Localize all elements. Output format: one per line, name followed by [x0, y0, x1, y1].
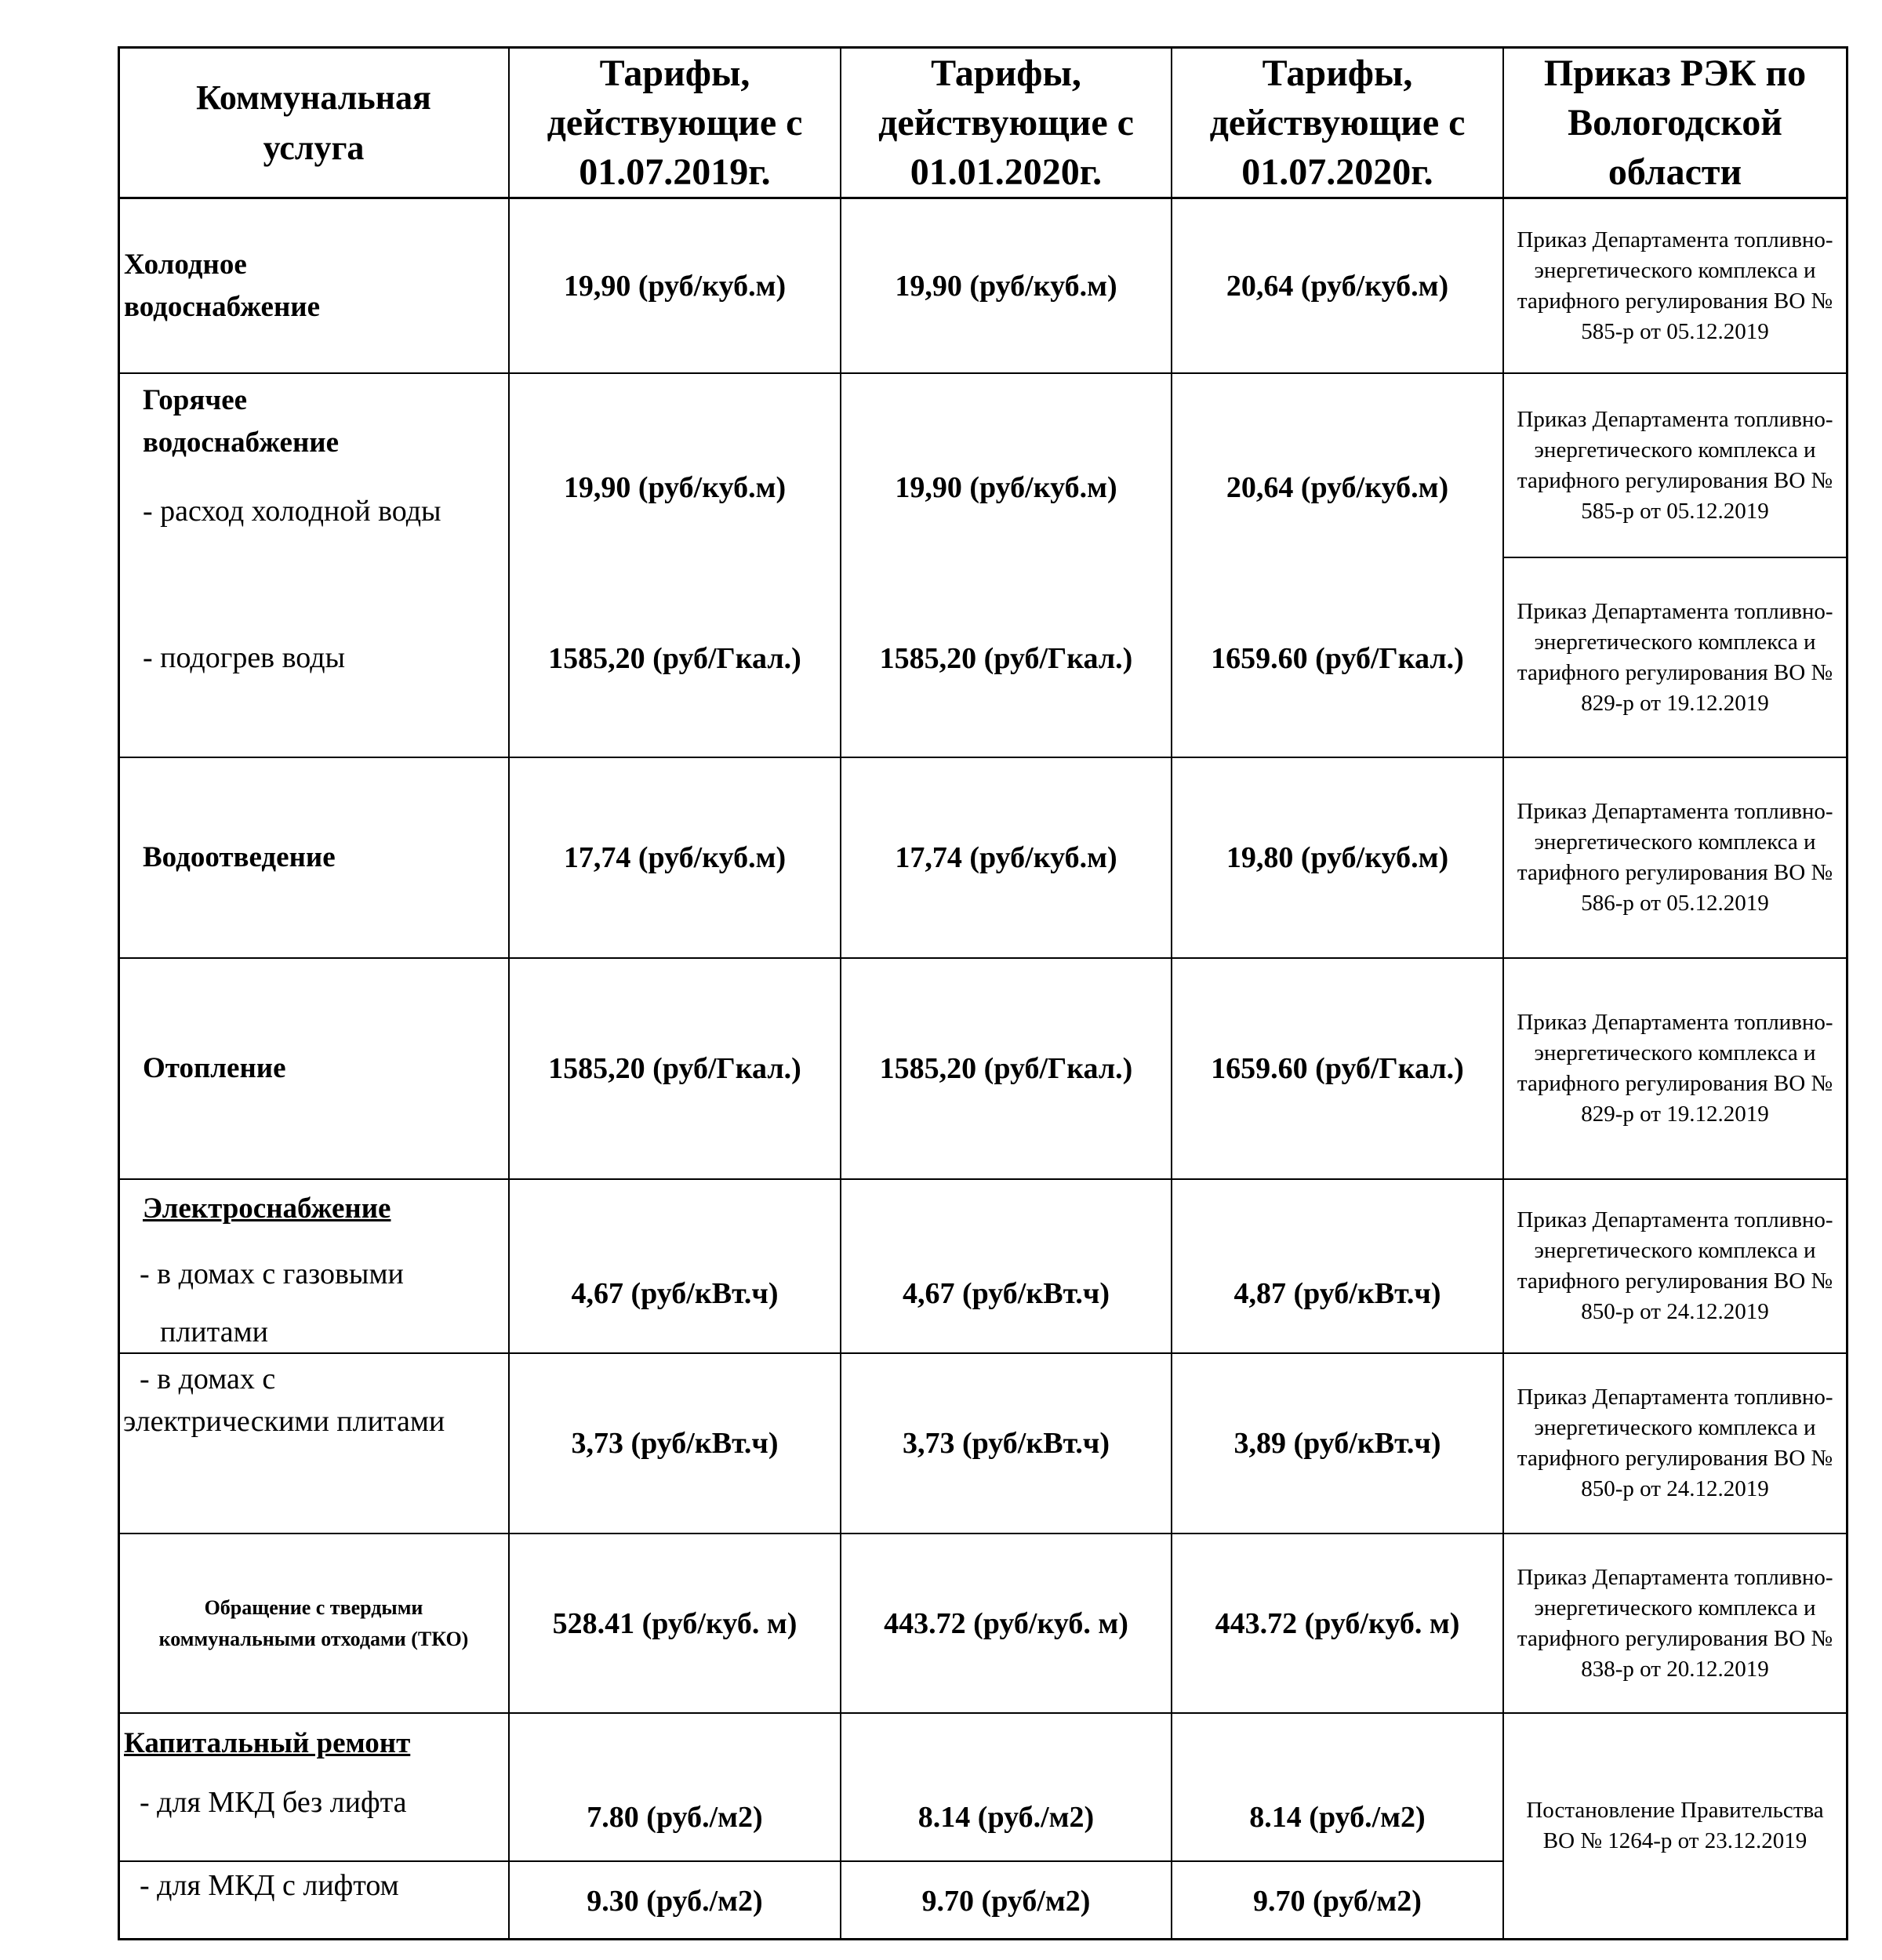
waste-tariff-3: 443.72 (руб/куб. м) [1215, 1606, 1460, 1640]
electricity-gas-tariff-3: 4,87 (руб/кВт.ч) [1233, 1277, 1441, 1310]
capital-lift-tariff-3: 9.70 (руб/м2) [1253, 1885, 1422, 1918]
electricity-electric-tariff-2: 3,73 (руб/кВт.ч) [903, 1427, 1110, 1460]
header-tariff-2019-07: Тарифы, действующие с 01.07.2019г. [547, 53, 803, 193]
drainage-tariff-3: 19,80 (руб/куб.м) [1226, 841, 1449, 874]
waste-order: Приказ Департамента топливно-энергетического комплекса и тарифного регулирования ВО № 838-р от 20.12.2019 [1517, 1564, 1833, 1682]
header-tariff-2020-07: Тарифы, действующие с 01.07.2020г. [1209, 53, 1466, 193]
waste-tariff-1: 528.41 (руб/куб. м) [552, 1606, 797, 1640]
heating-tariff-1: 1585,20 (руб/Гкал.) [548, 1052, 801, 1085]
table-border-bottom [118, 1938, 1848, 1940]
hot-water-cold-order: Приказ Департамента топливно-энергетического комплекса и тарифного регулирования ВО № 585-р от 05.12.2019 [1517, 406, 1833, 524]
capital-repair-order: Постановление Правительства ВО № 1264-р от 23.12.2019 [1526, 1798, 1824, 1853]
table-border-right [1846, 46, 1848, 1940]
service-electricity: Электроснабжение [143, 1192, 391, 1225]
cold-water-tariff-1: 19,90 (руб/куб.м) [563, 269, 787, 303]
hot-water-cold-tariff-3: 20,64 (руб/куб.м) [1226, 471, 1449, 504]
electricity-electric-order: Приказ Департамента топливно-энергетического комплекса и тарифного регулирования ВО № 850-р от 24.12.2019 [1517, 1385, 1833, 1501]
hot-water-cold-tariff-2: 19,90 (руб/куб.м) [895, 471, 1117, 504]
electricity-electric-tariff-1: 3,73 (руб/кВт.ч) [571, 1427, 779, 1460]
hot-water-heat-order: Приказ Департамента топливно-энергетического комплекса и тарифного регулирования ВО № 829-р от 19.12.2019 [1517, 598, 1833, 716]
row-divider-partial [118, 1860, 1504, 1862]
capital-no-lift-tariff-2: 8.14 (руб./м2) [917, 1801, 1095, 1834]
waste-tariff-2: 443.72 (руб/куб. м) [884, 1606, 1128, 1640]
hot-water-sub-cold: - расход холодной воды [143, 495, 441, 528]
electricity-gas-label-2: плитами [160, 1316, 268, 1348]
hot-water-cold-tariff-1: 19,90 (руб/куб.м) [563, 471, 787, 504]
capital-lift-tariff-1: 9.30 (руб./м2) [587, 1885, 763, 1918]
capital-no-lift-tariff-1: 7.80 (руб./м2) [587, 1801, 763, 1834]
service-drainage: Водоотведение [143, 841, 336, 873]
table-border-left [118, 46, 120, 1940]
electricity-electric-label: - в домах с [140, 1363, 276, 1396]
electricity-gas-tariff-1: 4,67 (руб/кВт.ч) [571, 1277, 779, 1310]
electricity-gas-order: Приказ Департамента топливно-энергетического комплекса и тарифного регулирования ВО № 850-р от 24.12.2019 [1517, 1207, 1833, 1324]
service-cold-water: Холодное водоснабжение [124, 248, 321, 323]
service-capital-repair: Капитальный ремонт [124, 1727, 411, 1759]
electricity-gas-label: - в домах с газовыми [140, 1258, 404, 1290]
drainage-order: Приказ Департамента топливно-энергетического комплекса и тарифного регулирования ВО № 586-р от 05.12.2019 [1517, 799, 1833, 916]
header-service: Коммунальная услуга [196, 78, 431, 167]
hot-water-heat-tariff-3: 1659.60 (руб/Гкал.) [1211, 642, 1464, 675]
heating-order: Приказ Департамента топливно-энергетического комплекса и тарифного регулирования ВО № 829-р от 19.12.2019 [1517, 1010, 1833, 1127]
electricity-gas-tariff-2: 4,67 (руб/кВт.ч) [903, 1277, 1110, 1310]
drainage-tariff-2: 17,74 (руб/куб.м) [895, 841, 1117, 874]
electricity-electric-label-2: электрическими плитами [123, 1405, 445, 1438]
drainage-tariff-1: 17,74 (руб/куб.м) [563, 841, 787, 874]
electricity-electric-tariff-3: 3,89 (руб/кВт.ч) [1233, 1427, 1441, 1460]
capital-lift-tariff-2: 9.70 (руб/м2) [921, 1885, 1091, 1918]
heating-tariff-3: 1659.60 (руб/Гкал.) [1211, 1052, 1464, 1085]
capital-repair-lift-label: - для МКД с лифтом [140, 1869, 399, 1902]
cold-water-order: Приказ Департамента топливно-энергетического комплекса и тарифного регулирования ВО № 585-р от 05.12.2019 [1517, 227, 1833, 344]
cold-water-tariff-2: 19,90 (руб/куб.м) [895, 269, 1117, 303]
cold-water-tariff-3: 20,64 (руб/куб.м) [1226, 269, 1449, 303]
header-order: Приказ РЭК по Вологодской области [1543, 53, 1807, 193]
service-waste: Обращение с твердыми коммунальными отходами (ТКО) [158, 1595, 469, 1650]
header-tariff-2020-01: Тарифы, действующие с 01.01.2020г. [878, 53, 1134, 193]
hot-water-heat-tariff-1: 1585,20 (руб/Гкал.) [548, 642, 801, 675]
capital-no-lift-tariff-3: 8.14 (руб./м2) [1249, 1801, 1426, 1834]
heating-tariff-2: 1585,20 (руб/Гкал.) [879, 1052, 1133, 1085]
hot-water-heat-tariff-2: 1585,20 (руб/Гкал.) [879, 642, 1133, 675]
service-hot-water: Горячее водоснабжение [143, 384, 340, 459]
capital-repair-no-lift-label: - для МКД без лифта [140, 1786, 407, 1819]
service-heating: Отопление [143, 1052, 286, 1084]
hot-water-sub-heating: - подогрев воды [143, 641, 346, 674]
